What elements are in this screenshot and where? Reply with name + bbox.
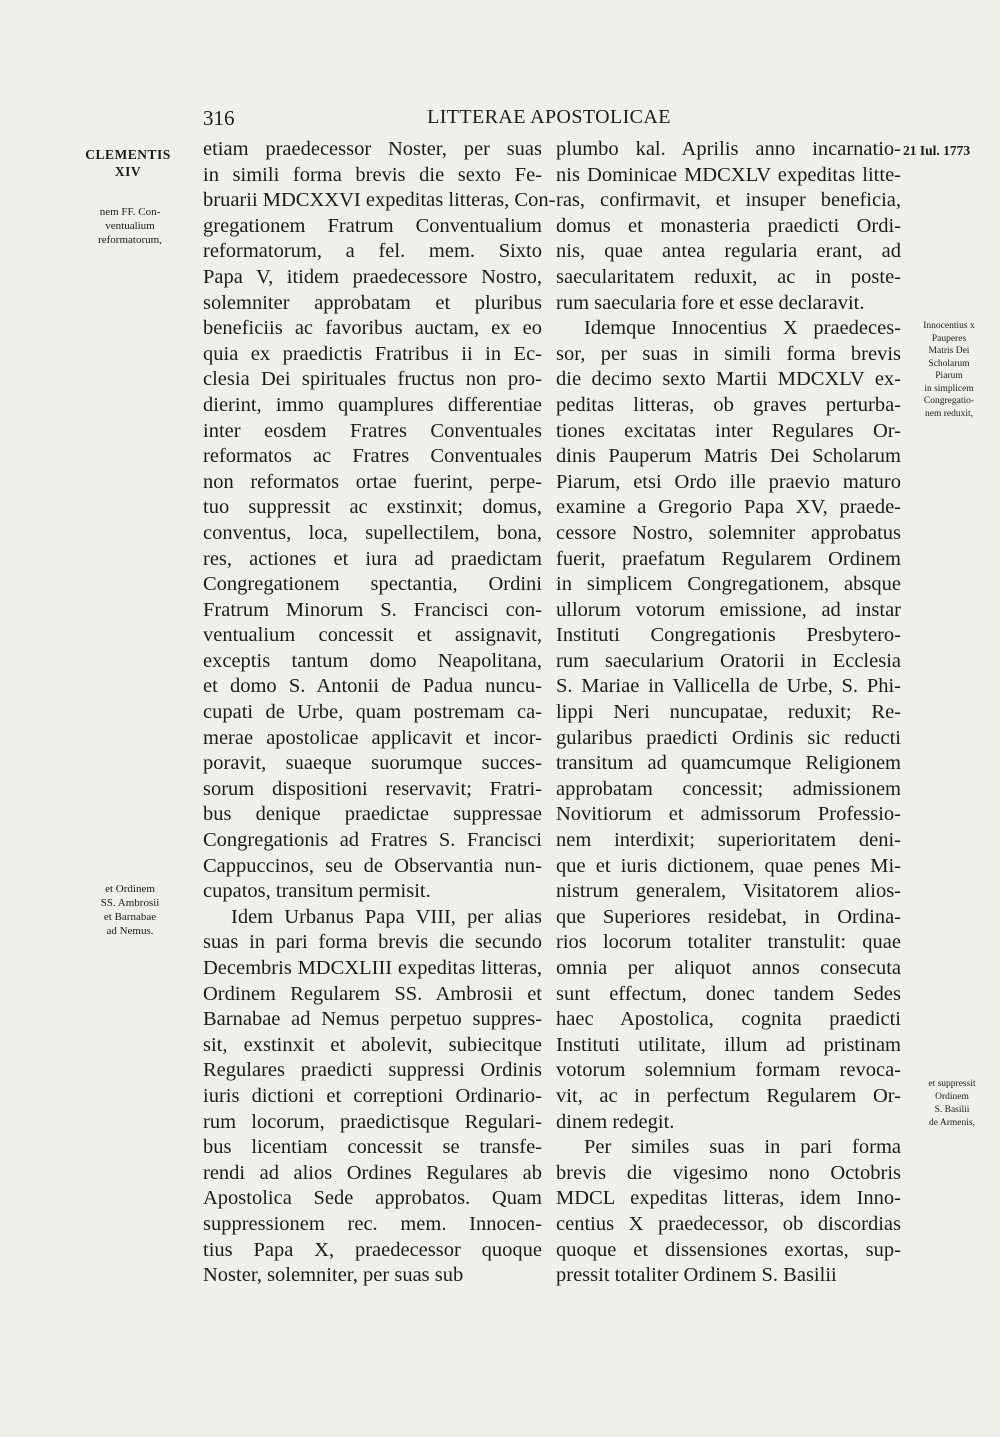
text-line: que Superiores residebat, in Ordina- <box>556 905 901 928</box>
text-line: rum saecularium Oratorii in Ecclesia <box>556 649 901 672</box>
margin-note-line: SS. Ambrosii <box>100 897 160 909</box>
text-line: Decembris MDCXLIII expeditas litteras, <box>203 957 542 979</box>
text-line: nem interdixit; superioritatem deni- <box>556 829 901 852</box>
text-line: rum locorum, praedictisque Regulari- <box>203 1110 542 1133</box>
margin-note-line: S. Basilii <box>934 1105 970 1115</box>
left-margin-note-1 <box>80 205 180 247</box>
text-line: nistrum generalem, Visitatorem alios- <box>556 880 901 903</box>
margin-note-line: ventualium <box>105 220 155 232</box>
text-line: Congregationem spectantia, Ordini <box>203 573 542 596</box>
text-line: bus denique praedictae suppressae <box>203 803 542 826</box>
text-line: Instituti utilitate, illum ad pristinam <box>556 1033 901 1056</box>
margin-note-line: Piarum <box>935 371 963 381</box>
running-title: LITTERAE APOSTOLICAE <box>427 106 671 128</box>
text-line: beneficiis ac favoribus auctam, ex eo <box>203 317 542 340</box>
margin-date-text: 21 Iul. 1773 <box>903 143 971 158</box>
margin-note-line: ad Nemus. <box>106 925 154 937</box>
text-line: etiam praedecessor Noster, per suas <box>203 138 542 160</box>
text-line: ventualium concessit et assignavit, <box>203 624 542 647</box>
margin-note-line: reformatorum, <box>98 234 162 246</box>
text-line: nis Dominicae MDCXLV expeditas litte- <box>556 163 901 186</box>
text-line: Ordinem Regularem SS. Ambrosii et <box>203 982 542 1005</box>
margin-note-line: nem FF. Con- <box>99 206 161 218</box>
text-line: quoque et dissensiones exortas, sup- <box>556 1238 901 1261</box>
text-line: rios locorum totaliter transtulit: quae <box>556 931 901 954</box>
text-line: sor, per suas in simili forma brevis <box>556 342 901 365</box>
text-line: exceptis tantum domo Neapolitana, <box>203 649 542 672</box>
margin-note-line: Ordinem <box>935 1092 969 1102</box>
text-line: et domo S. Antonii de Padua nuncu- <box>203 675 542 698</box>
text-line: plumbo kal. Aprilis anno incarnatio- <box>556 138 901 160</box>
margin-heading-line: XIV <box>114 164 142 179</box>
margin-note-line: et suppressit <box>928 1079 976 1089</box>
text-line: bus licentiam concessit se transfe- <box>203 1136 542 1159</box>
text-line: Instituti Congregationis Presbytero- <box>556 624 901 647</box>
text-line: conventus, loca, supellectilem, bona, <box>203 521 542 544</box>
text-line: peditas litteras, ob graves perturba- <box>556 393 901 416</box>
text-line: Novitiorum et admissorum Professio- <box>556 803 901 826</box>
right-margin-note-2 <box>912 1078 992 1130</box>
margin-note-line: Congregatio- <box>923 396 975 406</box>
text-line: dierint, immo quamplures differentiae <box>203 393 542 416</box>
margin-heading <box>78 146 178 180</box>
text-line: Papa V, itidem praedecessore Nostro, <box>203 265 542 288</box>
text-line: dinis Pauperum Matris Dei Scholarum <box>556 445 901 468</box>
text-line: domus et monasteria praedicti Ordi- <box>556 214 901 237</box>
page-header <box>203 106 895 136</box>
text-line: votorum solemnium formam revoca- <box>556 1059 901 1082</box>
text-line: rendi ad alios Ordines Regulares ab <box>203 1161 542 1184</box>
text-line: tiones excitatas inter Regulares Or- <box>556 419 901 442</box>
right-text-column <box>556 137 901 1289</box>
text-line: non reformatos ortae fuerint, perpe- <box>203 470 542 493</box>
margin-note-line: de Armenis, <box>929 1118 975 1128</box>
text-line: Per similes suas in pari forma <box>584 1136 901 1159</box>
text-line: examine a Gregorio Papa XV, praede- <box>556 496 901 519</box>
text-line: transitum ad quamcumque Religionem <box>556 752 901 775</box>
text-line: gularibus praedicti Ordinis sic reducti <box>556 726 901 749</box>
margin-note-line: in simplicem <box>924 383 974 394</box>
text-line: brevis die vigesimo nono Octobris <box>556 1161 901 1184</box>
text-line: vit, ac in perfectum Regularem Or- <box>556 1084 901 1107</box>
text-line: suas in pari forma brevis die secundo <box>203 931 542 954</box>
text-line: solemniter approbatam et pluribus <box>203 291 542 314</box>
text-line: pressit totaliter Ordinem S. Basilii <box>556 1264 837 1287</box>
text-line: clesia Dei spirituales fructus non pro- <box>203 368 542 391</box>
text-line: sorum dispositioni reservavit; Fratri- <box>203 777 542 800</box>
text-line: die decimo sexto Martii MDCXLV ex- <box>556 368 901 391</box>
text-line: approbatam concessit; admissionem <box>556 777 901 800</box>
text-line: in simili forma brevis die sexto Fe- <box>203 163 542 186</box>
text-line: res, actiones et iura ad praedictam <box>203 547 542 570</box>
text-line: quia ex praedictis Fratribus ii in Ec- <box>203 342 542 365</box>
text-line: Fratrum Minorum S. Francisci con- <box>203 598 542 621</box>
margin-note-line: et Barnabae <box>103 911 157 923</box>
text-line: saecularitatem reduxit, ac in poste- <box>556 265 901 288</box>
text-line: que et iuris dictionem, quae penes Mi- <box>556 854 901 877</box>
text-line: rum saecularia fore et esse declaravit. <box>556 291 865 314</box>
text-line: Idemque Innocentius X praedeces- <box>584 317 901 340</box>
text-line: haec Apostolica, cognita praedicti <box>556 1008 901 1031</box>
text-line: ullorum votorum emissione, ad instar <box>556 598 901 621</box>
text-line: MDCL expeditas litteras, idem Inno- <box>556 1187 901 1210</box>
left-margin-note-2 <box>80 882 180 938</box>
text-line: Barnabae ad Nemus perpetuo suppres- <box>203 1008 542 1031</box>
text-line: Regulares praedicti suppressi Ordinis <box>203 1059 542 1082</box>
text-line: bruarii MDCXXVI expeditas litteras, Con- <box>203 189 556 212</box>
text-line: Apostolica Sede approbatos. Quam <box>203 1187 542 1210</box>
text-line: Piarum, etsi Ordo ille praevio maturo <box>556 470 901 493</box>
text-line: omnia per aliquot annos consecuta <box>556 957 901 979</box>
text-line: fuerit, praefatum Regularem Ordinem <box>556 547 901 570</box>
text-line: iuris dictioni et correptioni Ordinario- <box>203 1084 542 1107</box>
page-number: 316 <box>203 106 235 130</box>
text-line: cessore Nostro, solemniter approbatus <box>556 521 901 544</box>
text-line: tuo suppressit ac exstinxit; domus, <box>203 496 542 519</box>
text-line: tius Papa X, praedecessor quoque <box>203 1238 542 1261</box>
margin-heading-line: CLEMENTIS <box>85 147 171 162</box>
left-text-column <box>203 137 556 1289</box>
text-line: poravit, suaeque suorumque succes- <box>203 752 542 775</box>
margin-note-line: Matris Dei <box>928 346 970 356</box>
margin-note-line: et Ordinem <box>105 883 155 895</box>
text-line: Noster, solemniter, per suas sub <box>203 1264 464 1287</box>
text-line: merae apostolicae applicavit et incor- <box>203 726 542 749</box>
text-line: sunt effectum, donec tandem Sedes <box>556 982 901 1005</box>
text-line: reformatorum, a fel. mem. Sixto <box>203 240 542 263</box>
text-line: sit, exstinxit et abolevit, subiecitque <box>203 1033 542 1056</box>
margin-note-line: Innocentius x <box>923 321 975 331</box>
text-line: suppressionem rec. mem. Innocen- <box>203 1212 542 1235</box>
text-line: Idem Urbanus Papa VIII, per alias <box>231 905 542 928</box>
margin-note-line: Scholarum <box>928 358 970 369</box>
text-line: Cappuccinos, seu de Observantia nun- <box>203 854 542 877</box>
text-line: Congregationis ad Fratres S. Francisci <box>203 829 542 852</box>
text-line: cupati de Urbe, quam postremam ca- <box>203 701 542 724</box>
text-line: S. Mariae in Vallicella de Urbe, S. Phi- <box>556 675 901 698</box>
margin-note-line: nem reduxit, <box>924 408 973 419</box>
text-line: reformatos ac Fratres Conventuales <box>203 445 542 468</box>
text-line: cupatos, transitum permisit. <box>203 880 431 903</box>
text-line: gregationem Fratrum Conventualium <box>203 214 542 237</box>
text-line: ras, confirmavit, et insuper beneficia, <box>556 189 901 212</box>
text-line: nis, quae antea regularia erant, ad <box>556 240 901 263</box>
margin-note-line: Pauperes <box>931 333 967 344</box>
text-line: centius X praedecessor, ob discordias <box>556 1212 901 1235</box>
text-line: in simplicem Congregationem, absque <box>556 573 901 596</box>
text-line: lippi Neri nuncupatae, reduxit; Re- <box>556 701 901 724</box>
text-line: inter eosdem Fratres Conventuales <box>203 419 542 442</box>
text-line: dinem redegit. <box>556 1110 675 1133</box>
right-margin-note-1 <box>906 320 992 420</box>
margin-date <box>903 142 993 159</box>
